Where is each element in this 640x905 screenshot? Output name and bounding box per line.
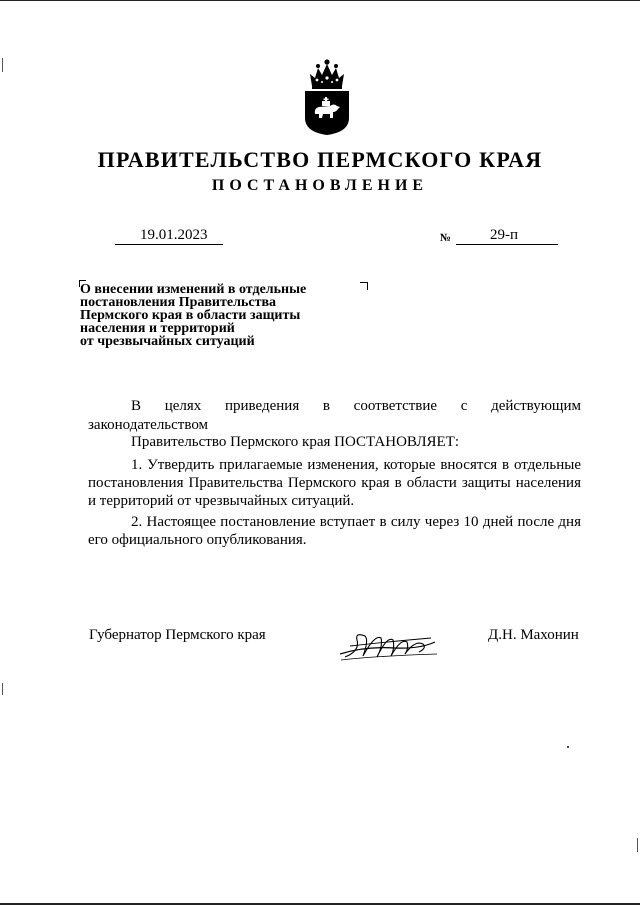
signatory-position: Губернатор Пермского края: [89, 627, 266, 643]
resolution-item-2: 2. Настоящее постановление вступает в силу через 10 дней после дня его официального опубликования.: [88, 514, 581, 548]
document-number: 29-п: [490, 227, 519, 243]
resolution-statement: Правительство Пермского края ПОСТАНОВЛЯЕТ:: [131, 434, 460, 450]
subject-line: О внесении изменений в отдельные: [80, 282, 307, 297]
document-type: ПОСТАНОВЛЕНИЕ: [211, 177, 429, 194]
scan-top-edge: [0, 0, 640, 1]
subject-line: населения и территорий: [80, 321, 235, 336]
scan-speck: [567, 746, 569, 748]
resolution-item-1: 1. Утвердить прилагаемые изменения, которые вносятся в отдельные постановления Правительства Пермского края в области защиты населения и территорий от чрезвычайных ситуаций.: [88, 457, 581, 509]
handwritten-signature: [335, 626, 440, 664]
preamble-line-1: В целях приведения в соответствие с действующим: [131, 398, 581, 414]
perm-krai-coat-of-arms-icon: [303, 56, 351, 136]
subject-line: постановления Правительства: [80, 295, 276, 310]
subject-line: от чрезвычайных ситуаций: [80, 334, 255, 349]
subject-line: Пермского края в области защиты: [80, 308, 301, 323]
subject-corner-mark-right: [360, 282, 368, 290]
scan-edge-mark: [2, 58, 3, 72]
scan-edge-mark: [637, 838, 638, 852]
document-date: 19.01.2023: [140, 227, 208, 243]
signatory-name: Д.Н. Махонин: [488, 627, 579, 643]
government-title: ПРАВИТЕЛЬСТВО ПЕРМСКОГО КРАЯ: [97, 147, 543, 172]
document-subject: [80, 283, 360, 348]
number-sign: №: [440, 232, 452, 244]
scan-edge-mark: [2, 683, 3, 695]
preamble-line-2: законодательством: [88, 417, 209, 433]
